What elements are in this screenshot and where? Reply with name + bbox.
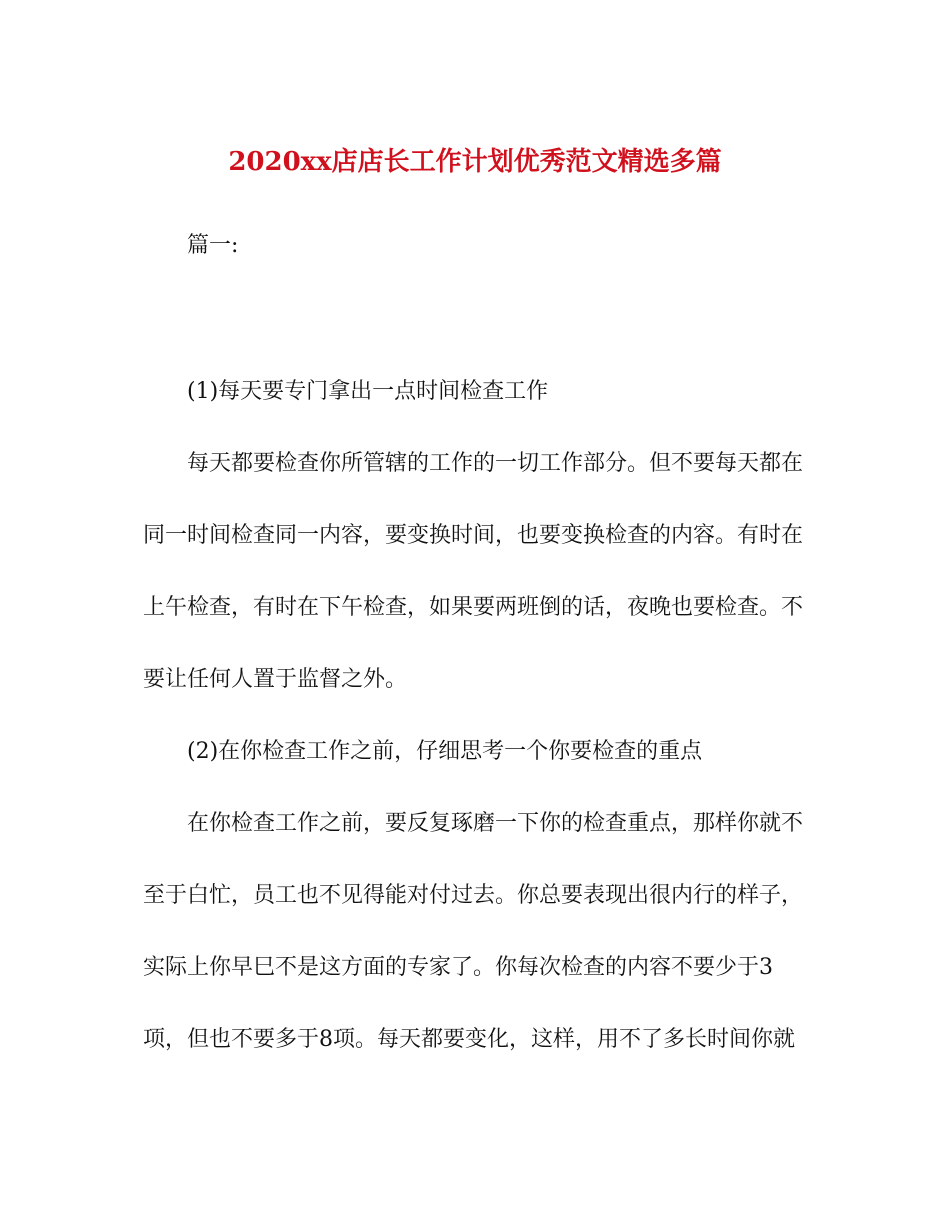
document-title: 2020xx店店长工作计划优秀范文精选多篇 xyxy=(228,147,722,177)
paragraph-line: 项，但也不要多于8项。每天都要变化，这样，用不了多长时间你就 xyxy=(143,1027,795,1052)
section-heading: 篇一: xyxy=(187,233,239,258)
paragraph-line: 至于白忙，员工也不见得能对付过去。你总要表现出很内行的样子， xyxy=(143,883,804,908)
paragraph-line: 要让任何人置于监督之外。 xyxy=(143,667,408,692)
paragraph-line: 在你检查工作之前，要反复琢磨一下你的检查重点，那样你就不 xyxy=(187,811,804,836)
paragraph-line: 实际上你早巳不是这方面的专家了。你每次检查的内容不要少于3 xyxy=(143,955,773,980)
subheading-1: (1)每天要专门拿出一点时间检查工作 xyxy=(187,379,549,404)
paragraph-line: 每天都要检查你所管辖的工作的一切工作部分。但不要每天都在 xyxy=(187,451,804,476)
paragraph-line: 同一时间检查同一内容，要变换时间，也要变换检查的内容。有时在 xyxy=(143,523,804,548)
paragraph-line: 上午检查，有时在下午检查，如果要两班倒的话，夜晚也要检查。不 xyxy=(143,595,804,620)
subheading-2: (2)在你检查工作之前，仔细思考一个你要检查的重点 xyxy=(187,739,703,764)
